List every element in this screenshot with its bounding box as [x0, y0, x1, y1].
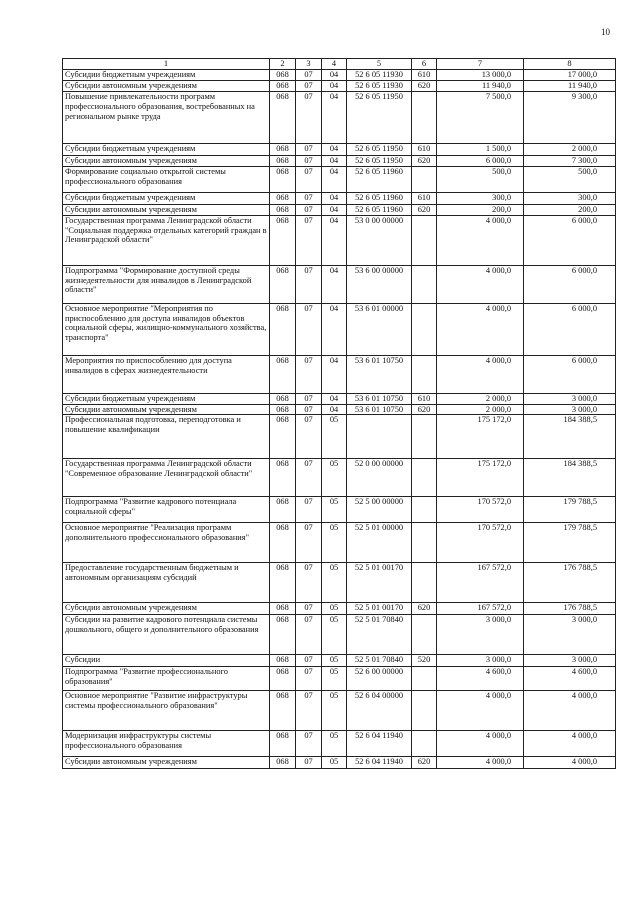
- row-ministry-code-cell: 068: [270, 166, 296, 192]
- row-ministry-code-cell: 068: [270, 303, 296, 355]
- row-target-article-cell: 52 6 05 11960: [347, 204, 412, 215]
- row-amount-year-2-cell: 500,0: [524, 166, 616, 192]
- row-ministry-code-cell: 068: [270, 691, 296, 731]
- row-amount-year-1-cell: 300,0: [437, 192, 524, 204]
- table-row: [63, 757, 616, 769]
- table-row: [63, 731, 616, 757]
- row-subsection-cell: 05: [322, 603, 347, 615]
- table-row: [63, 155, 616, 166]
- row-amount-year-1-cell: 170 572,0: [437, 497, 524, 523]
- row-ministry-code-cell: 068: [270, 563, 296, 603]
- row-target-article-cell: 52 6 05 11950: [347, 91, 412, 143]
- row-name-cell: Формирование социально открытой системы профессионального образования: [63, 166, 270, 192]
- row-section-cell: 07: [296, 393, 322, 404]
- row-ministry-code-cell: 068: [270, 415, 296, 459]
- row-subsection-cell: 04: [322, 215, 347, 265]
- row-name-cell: Субсидии автономным учреждениям: [63, 80, 270, 91]
- row-subsection-cell: 04: [322, 204, 347, 215]
- row-amount-year-1-cell: 4 000,0: [437, 757, 524, 769]
- row-expense-type-cell: [412, 415, 437, 459]
- table-row: [63, 563, 616, 603]
- table-row: [63, 303, 616, 355]
- row-amount-year-1-cell: 500,0: [437, 166, 524, 192]
- row-amount-year-1-cell: 4 000,0: [437, 303, 524, 355]
- row-subsection-cell: 04: [322, 393, 347, 404]
- row-section-cell: 07: [296, 215, 322, 265]
- row-name-cell: Субсидии на развитие кадрового потенциала системы дошкольного, общего и дополнительного образования: [63, 615, 270, 655]
- table-row: [63, 667, 616, 691]
- table-row: [63, 143, 616, 155]
- row-expense-type-cell: [412, 615, 437, 655]
- header-col-4: 4: [322, 59, 347, 70]
- row-amount-year-1-cell: 4 000,0: [437, 265, 524, 303]
- row-name-cell: Субсидии бюджетным учреждениям: [63, 192, 270, 204]
- table-row: [63, 80, 616, 91]
- table-row: [63, 192, 616, 204]
- row-expense-type-cell: 620: [412, 204, 437, 215]
- row-target-article-cell: 52 6 04 00000: [347, 691, 412, 731]
- row-subsection-cell: 05: [322, 667, 347, 691]
- row-section-cell: 07: [296, 655, 322, 667]
- row-expense-type-cell: [412, 523, 437, 563]
- table-row: [63, 204, 616, 215]
- row-amount-year-1-cell: 4 000,0: [437, 731, 524, 757]
- row-ministry-code-cell: 068: [270, 404, 296, 415]
- row-target-article-cell: [347, 415, 412, 459]
- row-amount-year-2-cell: 179 788,5: [524, 523, 616, 563]
- table-row: [63, 497, 616, 523]
- row-amount-year-2-cell: 3 000,0: [524, 655, 616, 667]
- row-subsection-cell: 04: [322, 80, 347, 91]
- row-target-article-cell: 53 6 01 10750: [347, 355, 412, 393]
- row-ministry-code-cell: 068: [270, 393, 296, 404]
- row-subsection-cell: 05: [322, 523, 347, 563]
- row-name-cell: Подпрограмма "Развитие кадрового потенциала социальной сферы": [63, 497, 270, 523]
- row-ministry-code-cell: 068: [270, 192, 296, 204]
- row-section-cell: 07: [296, 70, 322, 81]
- row-section-cell: 07: [296, 204, 322, 215]
- row-section-cell: 07: [296, 265, 322, 303]
- row-expense-type-cell: 610: [412, 143, 437, 155]
- table-row: [63, 459, 616, 497]
- row-amount-year-1-cell: 175 172,0: [437, 459, 524, 497]
- row-subsection-cell: 04: [322, 91, 347, 143]
- row-subsection-cell: 05: [322, 497, 347, 523]
- budget-table: [62, 58, 616, 769]
- row-section-cell: 07: [296, 757, 322, 769]
- table-row: [63, 215, 616, 265]
- row-section-cell: 07: [296, 497, 322, 523]
- row-expense-type-cell: [412, 563, 437, 603]
- row-subsection-cell: 05: [322, 757, 347, 769]
- row-amount-year-1-cell: 200,0: [437, 204, 524, 215]
- row-section-cell: 07: [296, 603, 322, 615]
- row-section-cell: 07: [296, 731, 322, 757]
- row-expense-type-cell: [412, 166, 437, 192]
- row-ministry-code-cell: 068: [270, 355, 296, 393]
- row-ministry-code-cell: 068: [270, 215, 296, 265]
- row-ministry-code-cell: 068: [270, 459, 296, 497]
- row-name-cell: Мероприятия по приспособлению для доступа инвалидов в сферах жизнедеятельности: [63, 355, 270, 393]
- row-name-cell: Профессиональная подготовка, переподготовка и повышение квалификации: [63, 415, 270, 459]
- header-row: [63, 59, 616, 70]
- table-row: [63, 655, 616, 667]
- row-expense-type-cell: [412, 355, 437, 393]
- row-name-cell: Модернизация инфраструктуры системы профессионального образования: [63, 731, 270, 757]
- row-section-cell: 07: [296, 459, 322, 497]
- row-amount-year-2-cell: 200,0: [524, 204, 616, 215]
- row-subsection-cell: 04: [322, 166, 347, 192]
- row-name-cell: Субсидии автономным учреждениям: [63, 204, 270, 215]
- row-name-cell: Основное мероприятие "Мероприятия по приспособлению для доступа инвалидов объектов социальной сферы, жилищно-коммунального хозяйства, транспорта": [63, 303, 270, 355]
- row-amount-year-1-cell: 11 940,0: [437, 80, 524, 91]
- row-amount-year-1-cell: 1 500,0: [437, 143, 524, 155]
- row-section-cell: 07: [296, 91, 322, 143]
- header-col-6: 6: [412, 59, 437, 70]
- row-amount-year-1-cell: 167 572,0: [437, 563, 524, 603]
- row-target-article-cell: 52 6 05 11950: [347, 143, 412, 155]
- row-ministry-code-cell: 068: [270, 655, 296, 667]
- row-name-cell: Подпрограмма "Развитие профессионального образования": [63, 667, 270, 691]
- row-amount-year-2-cell: 11 940,0: [524, 80, 616, 91]
- row-amount-year-2-cell: 6 000,0: [524, 215, 616, 265]
- row-amount-year-1-cell: 4 000,0: [437, 691, 524, 731]
- table-row: [63, 70, 616, 81]
- row-name-cell: Субсидии автономным учреждениям: [63, 603, 270, 615]
- row-expense-type-cell: [412, 91, 437, 143]
- table-row: [63, 523, 616, 563]
- row-expense-type-cell: [412, 497, 437, 523]
- row-name-cell: Субсидии бюджетным учреждениям: [63, 70, 270, 81]
- row-ministry-code-cell: 068: [270, 615, 296, 655]
- row-subsection-cell: 05: [322, 731, 347, 757]
- row-target-article-cell: 52 0 00 00000: [347, 459, 412, 497]
- table-row: [63, 404, 616, 415]
- page-number: 10: [601, 27, 610, 37]
- row-ministry-code-cell: 068: [270, 667, 296, 691]
- row-amount-year-2-cell: 6 000,0: [524, 355, 616, 393]
- row-target-article-cell: 53 6 01 00000: [347, 303, 412, 355]
- row-amount-year-2-cell: 184 388,5: [524, 459, 616, 497]
- table-row: [63, 691, 616, 731]
- row-expense-type-cell: [412, 265, 437, 303]
- row-target-article-cell: 52 6 04 11940: [347, 757, 412, 769]
- row-name-cell: Основное мероприятие "Реализация программ дополнительного профессионального образования": [63, 523, 270, 563]
- table-row: [63, 615, 616, 655]
- row-name-cell: Субсидии бюджетным учреждениям: [63, 393, 270, 404]
- row-subsection-cell: 04: [322, 303, 347, 355]
- row-expense-type-cell: [412, 303, 437, 355]
- row-amount-year-2-cell: 6 000,0: [524, 303, 616, 355]
- row-target-article-cell: 53 0 00 00000: [347, 215, 412, 265]
- row-ministry-code-cell: 068: [270, 70, 296, 81]
- table-row: [63, 355, 616, 393]
- row-ministry-code-cell: 068: [270, 143, 296, 155]
- row-section-cell: 07: [296, 192, 322, 204]
- row-expense-type-cell: 620: [412, 603, 437, 615]
- row-amount-year-1-cell: 2 000,0: [437, 404, 524, 415]
- row-amount-year-2-cell: 7 300,0: [524, 155, 616, 166]
- row-subsection-cell: 04: [322, 70, 347, 81]
- row-target-article-cell: 52 6 00 00000: [347, 667, 412, 691]
- row-amount-year-2-cell: 179 788,5: [524, 497, 616, 523]
- row-amount-year-2-cell: 2 000,0: [524, 143, 616, 155]
- row-target-article-cell: 52 5 01 00000: [347, 523, 412, 563]
- row-section-cell: 07: [296, 615, 322, 655]
- row-expense-type-cell: 610: [412, 70, 437, 81]
- row-subsection-cell: 04: [322, 355, 347, 393]
- row-ministry-code-cell: 068: [270, 523, 296, 563]
- row-section-cell: 07: [296, 80, 322, 91]
- row-expense-type-cell: [412, 215, 437, 265]
- row-subsection-cell: 05: [322, 655, 347, 667]
- row-amount-year-2-cell: 9 300,0: [524, 91, 616, 143]
- row-ministry-code-cell: 068: [270, 204, 296, 215]
- row-amount-year-2-cell: 3 000,0: [524, 615, 616, 655]
- header-col-5: 5: [347, 59, 412, 70]
- row-amount-year-1-cell: 3 000,0: [437, 615, 524, 655]
- row-amount-year-2-cell: 6 000,0: [524, 265, 616, 303]
- row-name-cell: Предоставление государственным бюджетным и автономным организациям субсидий: [63, 563, 270, 603]
- row-expense-type-cell: [412, 731, 437, 757]
- row-expense-type-cell: 620: [412, 80, 437, 91]
- table-row: [63, 91, 616, 143]
- row-expense-type-cell: 620: [412, 757, 437, 769]
- row-subsection-cell: 04: [322, 404, 347, 415]
- row-expense-type-cell: 610: [412, 393, 437, 404]
- row-subsection-cell: 05: [322, 415, 347, 459]
- row-subsection-cell: 04: [322, 155, 347, 166]
- row-section-cell: 07: [296, 415, 322, 459]
- row-expense-type-cell: [412, 459, 437, 497]
- row-section-cell: 07: [296, 404, 322, 415]
- row-amount-year-1-cell: 170 572,0: [437, 523, 524, 563]
- row-target-article-cell: 52 5 01 70840: [347, 615, 412, 655]
- row-name-cell: Субсидии автономным учреждениям: [63, 404, 270, 415]
- row-name-cell: Основное мероприятие "Развитие инфраструктуры системы профессионального образования": [63, 691, 270, 731]
- table-body: [63, 59, 616, 769]
- row-subsection-cell: 05: [322, 615, 347, 655]
- row-target-article-cell: 52 6 05 11960: [347, 192, 412, 204]
- row-amount-year-2-cell: 4 000,0: [524, 757, 616, 769]
- row-amount-year-1-cell: 4 000,0: [437, 355, 524, 393]
- row-ministry-code-cell: 068: [270, 757, 296, 769]
- header-col-8: 8: [524, 59, 616, 70]
- row-amount-year-2-cell: 17 000,0: [524, 70, 616, 81]
- row-subsection-cell: 05: [322, 459, 347, 497]
- row-section-cell: 07: [296, 523, 322, 563]
- row-section-cell: 07: [296, 355, 322, 393]
- row-expense-type-cell: 520: [412, 655, 437, 667]
- table-row: [63, 166, 616, 192]
- header-col-3: 3: [296, 59, 322, 70]
- table-row: [63, 603, 616, 615]
- row-name-cell: Государственная программа Ленинградской области "Социальная поддержка отдельных категорий граждан в Ленинградской области": [63, 215, 270, 265]
- row-amount-year-1-cell: 3 000,0: [437, 655, 524, 667]
- row-subsection-cell: 05: [322, 563, 347, 603]
- header-col-2: 2: [270, 59, 296, 70]
- row-amount-year-1-cell: 6 000,0: [437, 155, 524, 166]
- row-target-article-cell: 52 5 01 00170: [347, 603, 412, 615]
- row-expense-type-cell: 620: [412, 155, 437, 166]
- row-amount-year-1-cell: 175 172,0: [437, 415, 524, 459]
- row-subsection-cell: 04: [322, 192, 347, 204]
- row-ministry-code-cell: 068: [270, 265, 296, 303]
- row-name-cell: Повышение привлекательности программ профессионального образования, востребованных на региональном рынке труда: [63, 91, 270, 143]
- row-amount-year-1-cell: 4 600,0: [437, 667, 524, 691]
- row-name-cell: Государственная программа Ленинградской области "Современное образование Ленинградской области": [63, 459, 270, 497]
- row-name-cell: Субсидии автономным учреждениям: [63, 155, 270, 166]
- row-subsection-cell: 04: [322, 265, 347, 303]
- row-target-article-cell: 52 6 05 11930: [347, 70, 412, 81]
- row-target-article-cell: 53 6 00 00000: [347, 265, 412, 303]
- row-expense-type-cell: [412, 667, 437, 691]
- row-amount-year-1-cell: 13 000,0: [437, 70, 524, 81]
- row-amount-year-1-cell: 2 000,0: [437, 393, 524, 404]
- row-target-article-cell: 52 6 05 11950: [347, 155, 412, 166]
- row-section-cell: 07: [296, 691, 322, 731]
- row-target-article-cell: 52 6 05 11960: [347, 166, 412, 192]
- row-ministry-code-cell: 068: [270, 155, 296, 166]
- row-subsection-cell: 04: [322, 143, 347, 155]
- row-target-article-cell: 53 6 01 10750: [347, 404, 412, 415]
- row-ministry-code-cell: 068: [270, 91, 296, 143]
- row-target-article-cell: 53 6 01 10750: [347, 393, 412, 404]
- row-ministry-code-cell: 068: [270, 603, 296, 615]
- row-subsection-cell: 05: [322, 691, 347, 731]
- row-section-cell: 07: [296, 143, 322, 155]
- row-target-article-cell: 52 6 04 11940: [347, 731, 412, 757]
- row-expense-type-cell: [412, 691, 437, 731]
- table-row: [63, 265, 616, 303]
- row-amount-year-2-cell: 184 388,5: [524, 415, 616, 459]
- row-section-cell: 07: [296, 155, 322, 166]
- row-amount-year-1-cell: 7 500,0: [437, 91, 524, 143]
- row-target-article-cell: 52 6 05 11930: [347, 80, 412, 91]
- row-expense-type-cell: 610: [412, 192, 437, 204]
- row-target-article-cell: 52 5 01 70840: [347, 655, 412, 667]
- row-amount-year-2-cell: 3 000,0: [524, 393, 616, 404]
- row-amount-year-2-cell: 4 000,0: [524, 731, 616, 757]
- row-section-cell: 07: [296, 563, 322, 603]
- row-target-article-cell: 52 5 01 00170: [347, 563, 412, 603]
- row-name-cell: Субсидии бюджетным учреждениям: [63, 143, 270, 155]
- row-amount-year-2-cell: 3 000,0: [524, 404, 616, 415]
- row-target-article-cell: 52 5 00 00000: [347, 497, 412, 523]
- row-expense-type-cell: 620: [412, 404, 437, 415]
- row-name-cell: Субсидии: [63, 655, 270, 667]
- row-section-cell: 07: [296, 303, 322, 355]
- header-col-7: 7: [437, 59, 524, 70]
- row-section-cell: 07: [296, 166, 322, 192]
- row-amount-year-2-cell: 300,0: [524, 192, 616, 204]
- row-ministry-code-cell: 068: [270, 80, 296, 91]
- row-amount-year-2-cell: 176 788,5: [524, 603, 616, 615]
- row-section-cell: 07: [296, 667, 322, 691]
- table-row: [63, 393, 616, 404]
- header-col-1: 1: [63, 59, 270, 70]
- row-name-cell: Субсидии автономным учреждениям: [63, 757, 270, 769]
- row-amount-year-2-cell: 176 788,5: [524, 563, 616, 603]
- row-ministry-code-cell: 068: [270, 731, 296, 757]
- row-amount-year-2-cell: 4 000,0: [524, 691, 616, 731]
- row-ministry-code-cell: 068: [270, 497, 296, 523]
- row-name-cell: Подпрограмма "Формирование доступной среды жизнедеятельности для инвалидов в Ленинградской области": [63, 265, 270, 303]
- row-amount-year-1-cell: 167 572,0: [437, 603, 524, 615]
- row-amount-year-2-cell: 4 600,0: [524, 667, 616, 691]
- table-row: [63, 415, 616, 459]
- row-amount-year-1-cell: 4 000,0: [437, 215, 524, 265]
